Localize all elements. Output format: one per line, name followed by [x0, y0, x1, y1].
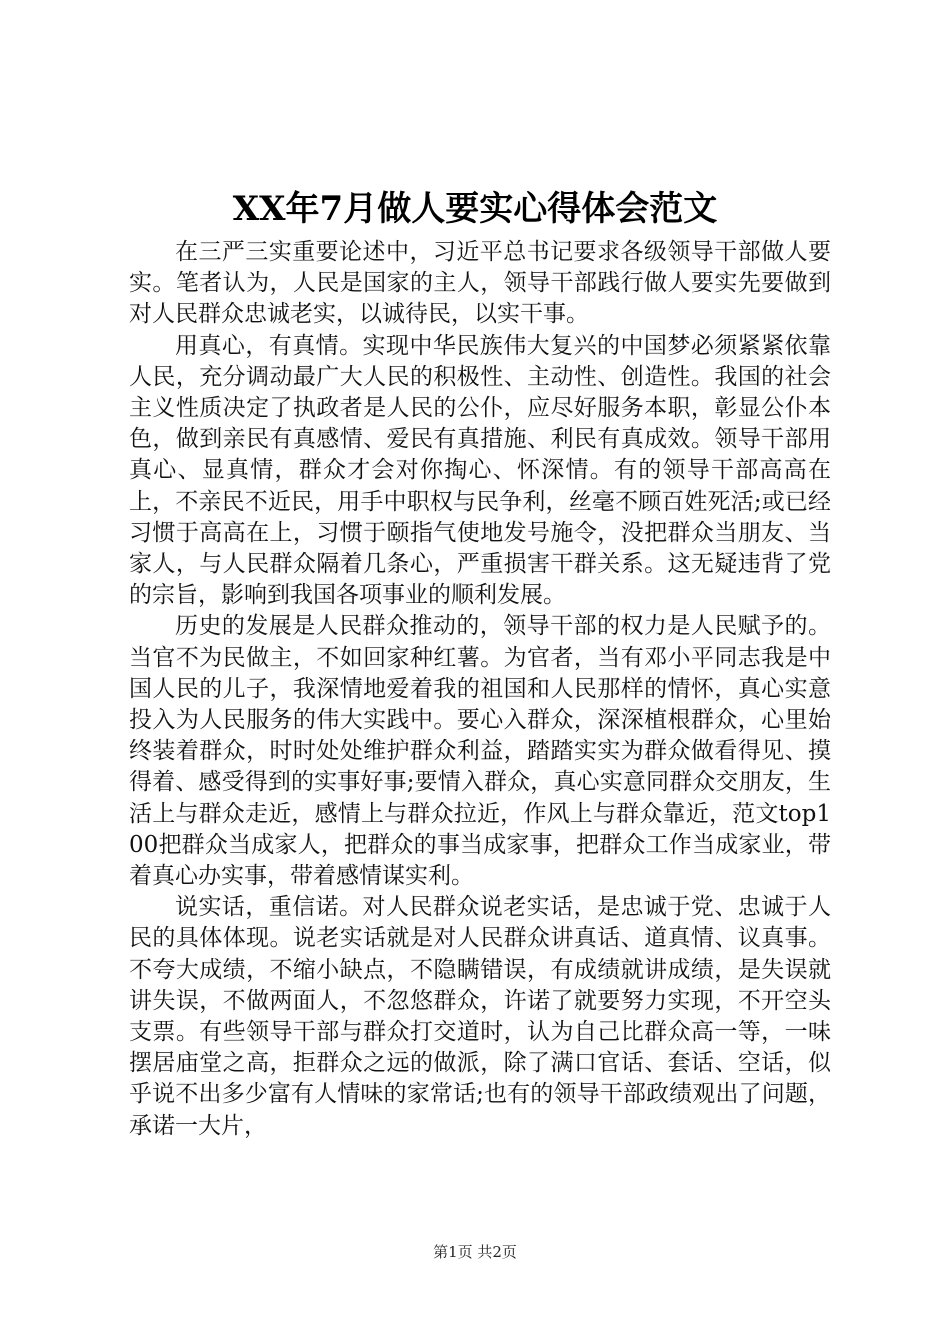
- paragraph-honesty: 说实话，重信诺。对人民群众说老实话，是忠诚于党、忠诚于人民的具体体现。说老实话就是对人民群众讲真话、道真情、议真事。不夸大成绩，不缩小缺点，不隐瞒错误，有成绩就讲成绩，是失误就讲失误，不做两面人，不忽悠群众，许诺了就要努力实现，不开空头支票。有些领导干部与群众打交道时，认为自己比群众高一等，一味摆居庙堂之高，拒群众之远的做派，除了满口官话、套话、空话，似乎说不出多少富有人情味的家常话;也有的领导干部政绩观出了问题，承诺一大片，: [129, 894, 831, 1139]
- document-body: [129, 237, 831, 1142]
- paragraph-sincerity: 用真心，有真情。实现中华民族伟大复兴的中国梦必须紧紧依靠人民，充分调动最广大人民的积极性、主动性、创造性。我国的社会主义性质决定了执政者是人民的公仆，应尽好服务本职，彰显公仆本色，做到亲民有真感情、爱民有真措施、利民有真成效。领导干部用真心、显真情，群众才会对你掏心、怀深情。有的领导干部高高在上，不亲民不近民，用手中职权与民争利，丝毫不顾百姓死活;或已经习惯于高高在上，习惯于颐指气使地发号施令，没把群众当朋友、当家人，与人民群众隔着几条心，严重损害干群关系。这无疑违背了党的宗旨，影响到我国各项事业的顺利发展。: [129, 332, 831, 609]
- document-title: XX年7月做人要实心得体会范文: [232, 189, 718, 229]
- paragraph-intro: 在三严三实重要论述中，习近平总书记要求各级领导干部做人要实。笔者认为，人民是国家的主人，领导干部践行做人要实先要做到对人民群众忠诚老实，以诚待民，以实干事。: [129, 239, 831, 328]
- paragraph-history: 历史的发展是人民群众推动的，领导干部的权力是人民赋予的。当官不为民做主，不如回家种红薯。为官者，当有邓小平同志我是中国人民的儿子，我深情地爱着我的祖国和人民那样的情怀，真心实意投入为人民服务的伟大实践中。要心入群众，深深植根群众，心里始终装着群众，时时处处维护群众利益，踏踏实实为群众做看得见、摸得着、感受得到的实事好事;要情入群众，真心实意同群众交朋友，生活上与群众走近，感情上与群众拉近，作风上与群众靠近，范文top100把群众当成家人，把群众的事当成家事，把群众工作当成家业，带着真心办实事，带着感情谋实利。: [129, 613, 831, 890]
- page-number-footer: 第1页 共2页: [433, 1243, 517, 1261]
